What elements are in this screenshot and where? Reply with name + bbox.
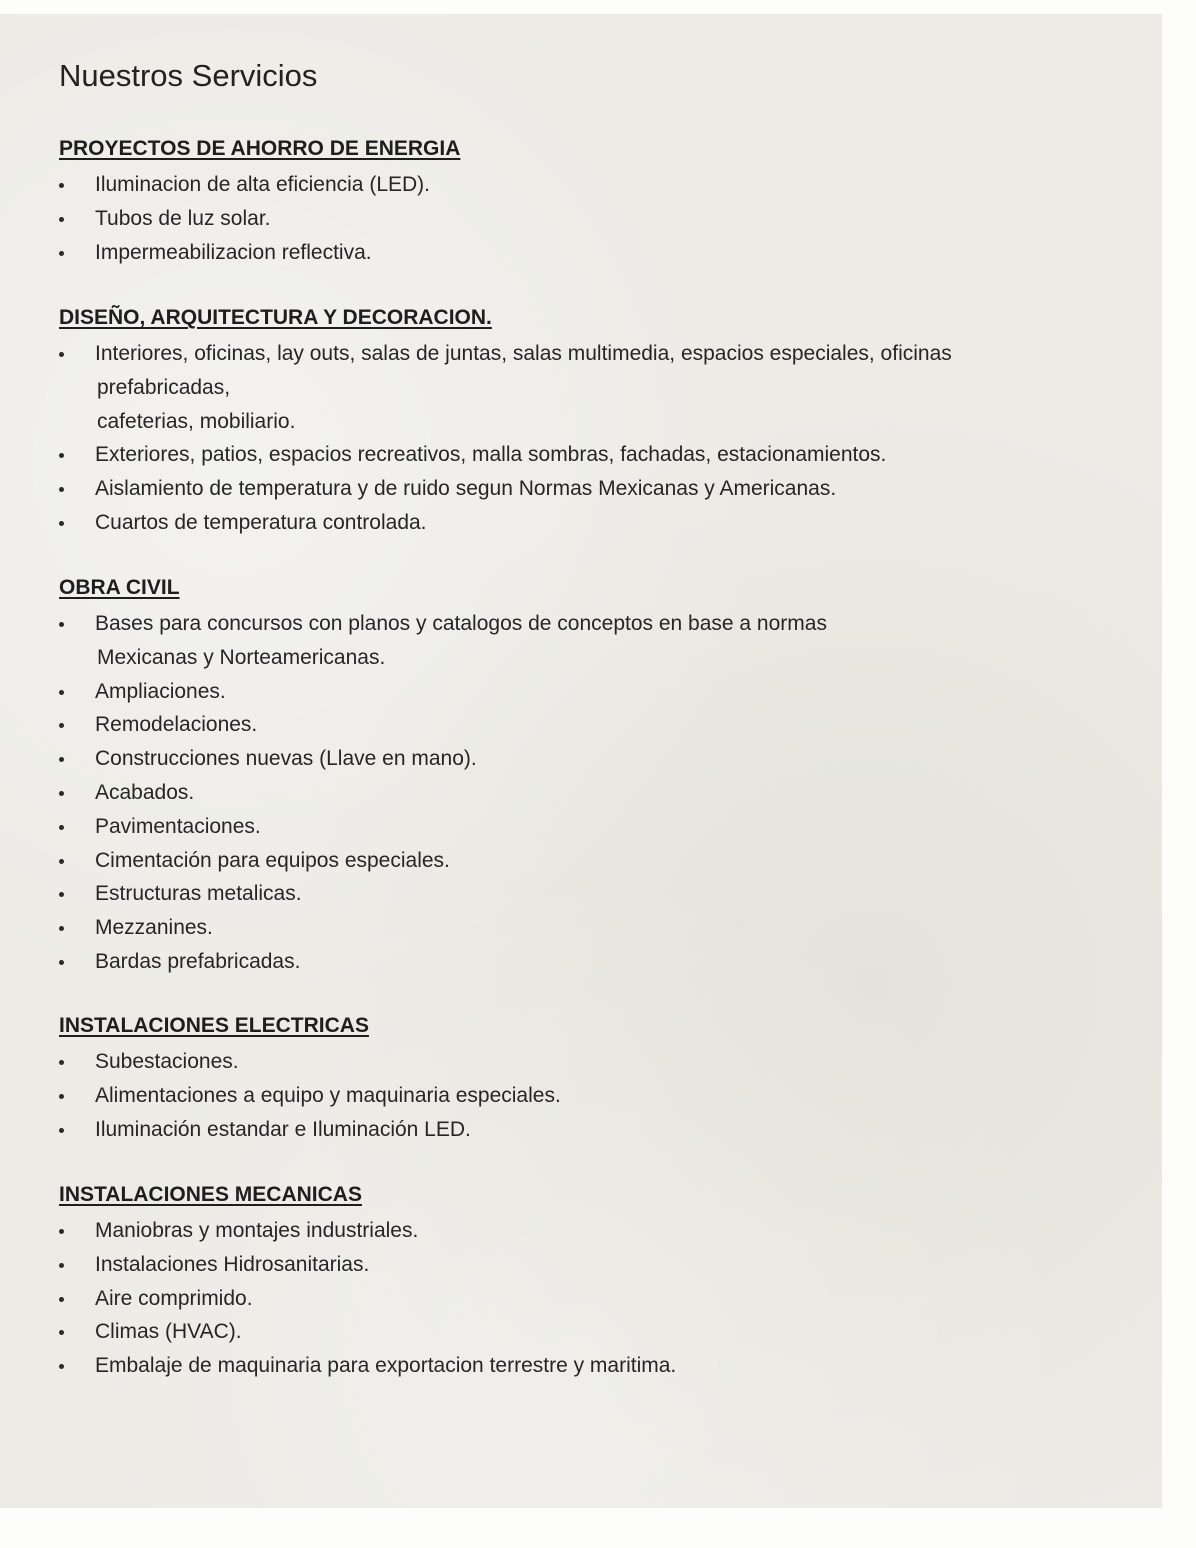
service-list xyxy=(59,1214,1139,1383)
service-item xyxy=(59,742,1139,776)
service-item xyxy=(59,337,1139,438)
service-item-text: Exteriores, patios, espacios recreativos, malla sombras, fachadas, estacionamientos. xyxy=(95,443,887,467)
section-heading: INSTALACIONES ELECTRICAS xyxy=(59,1014,369,1037)
service-item-text: Climas (HVAC). xyxy=(95,1320,242,1344)
section-heading: DISEÑO, ARQUITECTURA Y DECORACION. xyxy=(59,306,492,329)
section-ahorro-energia xyxy=(59,134,1139,269)
service-item xyxy=(59,472,1139,506)
bullet-icon xyxy=(59,1297,64,1302)
bullet-icon xyxy=(59,825,64,830)
service-item-text: Iluminacion de alta eficiencia (LED). xyxy=(95,173,430,196)
service-item xyxy=(59,877,1139,911)
service-item-text: Aire comprimido. xyxy=(95,1286,253,1310)
bullet-icon xyxy=(59,723,64,728)
service-item-text: Instalaciones Hidrosanitarias. xyxy=(95,1252,370,1276)
service-item-text: Ampliaciones. xyxy=(95,679,226,703)
section-heading: PROYECTOS DE AHORRO DE ENERGIA xyxy=(59,137,461,160)
service-item xyxy=(59,1282,1139,1316)
bullet-icon xyxy=(59,892,64,897)
bullet-icon xyxy=(59,960,64,965)
bullet-icon xyxy=(59,1263,64,1268)
service-item xyxy=(59,911,1139,945)
service-item xyxy=(59,945,1139,979)
service-item-text: Bases para concursos con planos y catalogos de conceptos en base a normas xyxy=(95,612,827,635)
service-list xyxy=(59,168,1139,269)
service-item xyxy=(59,1315,1139,1349)
page-title: Nuestros Servicios xyxy=(59,58,318,93)
service-item-text: Remodelaciones. xyxy=(95,713,258,737)
service-item-text: Acabados. xyxy=(95,780,195,804)
service-item-text: Mezzanines. xyxy=(95,916,213,940)
section-obra-civil xyxy=(59,573,1139,979)
bullet-icon xyxy=(59,690,64,695)
service-item-text: Pavimentaciones. xyxy=(95,814,261,838)
service-item-text: Tubos de luz solar. xyxy=(95,206,271,230)
service-item xyxy=(59,1045,1139,1079)
service-item-text: Cimentación para equipos especiales. xyxy=(95,848,450,872)
service-item xyxy=(59,438,1139,472)
service-item xyxy=(59,202,1139,236)
bullet-icon xyxy=(59,1229,64,1234)
service-item-text: Aislamiento de temperatura y de ruido segun Normas Mexicanas y Americanas. xyxy=(95,477,837,501)
service-item xyxy=(59,506,1139,540)
section-heading: INSTALACIONES MECANICAS xyxy=(59,1183,362,1206)
service-item xyxy=(59,708,1139,742)
service-item xyxy=(59,675,1139,709)
bullet-icon xyxy=(59,1094,64,1099)
bullet-icon xyxy=(59,926,64,931)
service-item xyxy=(59,1248,1139,1282)
service-item xyxy=(59,168,1139,202)
service-item-text: Bardas prefabricadas. xyxy=(95,949,301,973)
service-item xyxy=(59,1349,1139,1383)
bullet-icon xyxy=(59,487,64,492)
service-item-text: Iluminación estandar e Iluminación LED. xyxy=(95,1117,471,1141)
service-item xyxy=(59,607,1139,675)
service-item-text: Impermeabilizacion reflectiva. xyxy=(95,240,372,264)
section-instalaciones-mecanicas xyxy=(59,1180,1139,1383)
service-item-text: Mexicanas y Norteamericanas. xyxy=(97,645,386,669)
service-item-text: prefabricadas, xyxy=(97,375,231,399)
service-item xyxy=(59,236,1139,270)
bullet-icon xyxy=(59,859,64,864)
bullet-icon xyxy=(59,1128,64,1133)
bullet-icon xyxy=(59,352,64,357)
bullet-icon xyxy=(59,217,64,222)
service-list xyxy=(59,1045,1139,1146)
bullet-icon xyxy=(59,1364,64,1369)
service-item-text: Estructuras metalicas. xyxy=(95,882,302,906)
service-item xyxy=(59,776,1139,810)
service-item xyxy=(59,1214,1139,1248)
bullet-icon xyxy=(59,1330,64,1335)
service-item xyxy=(59,1079,1139,1113)
section-heading: OBRA CIVIL xyxy=(59,576,180,599)
section-diseno-arquitectura xyxy=(59,303,1139,540)
bullet-icon xyxy=(59,453,64,458)
bullet-icon xyxy=(59,183,64,188)
bullet-icon xyxy=(59,251,64,256)
bullet-icon xyxy=(59,521,64,526)
service-item-text: cafeterias, mobiliario. xyxy=(97,409,296,433)
service-item-text: Alimentaciones a equipo y maquinaria especiales. xyxy=(95,1083,561,1107)
service-item-text: Construcciones nuevas (Llave en mano). xyxy=(95,747,477,771)
service-item-text: Cuartos de temperatura controlada. xyxy=(95,510,427,534)
service-list xyxy=(59,607,1139,979)
service-item-text: Interiores, oficinas, lay outs, salas de juntas, salas multimedia, espacios especiales, oficinas xyxy=(95,342,952,365)
service-list xyxy=(59,337,1139,540)
service-item-text: Subestaciones. xyxy=(95,1050,239,1073)
bullet-icon xyxy=(59,1060,64,1065)
service-item xyxy=(59,810,1139,844)
service-item-text: Maniobras y montajes industriales. xyxy=(95,1219,419,1242)
bullet-icon xyxy=(59,757,64,762)
service-item xyxy=(59,844,1139,878)
service-item xyxy=(59,1113,1139,1147)
section-instalaciones-electricas xyxy=(59,1011,1139,1146)
bullet-icon xyxy=(59,791,64,796)
service-item-text: Embalaje de maquinaria para exportacion terrestre y maritima. xyxy=(95,1354,677,1378)
bullet-icon xyxy=(59,622,64,627)
